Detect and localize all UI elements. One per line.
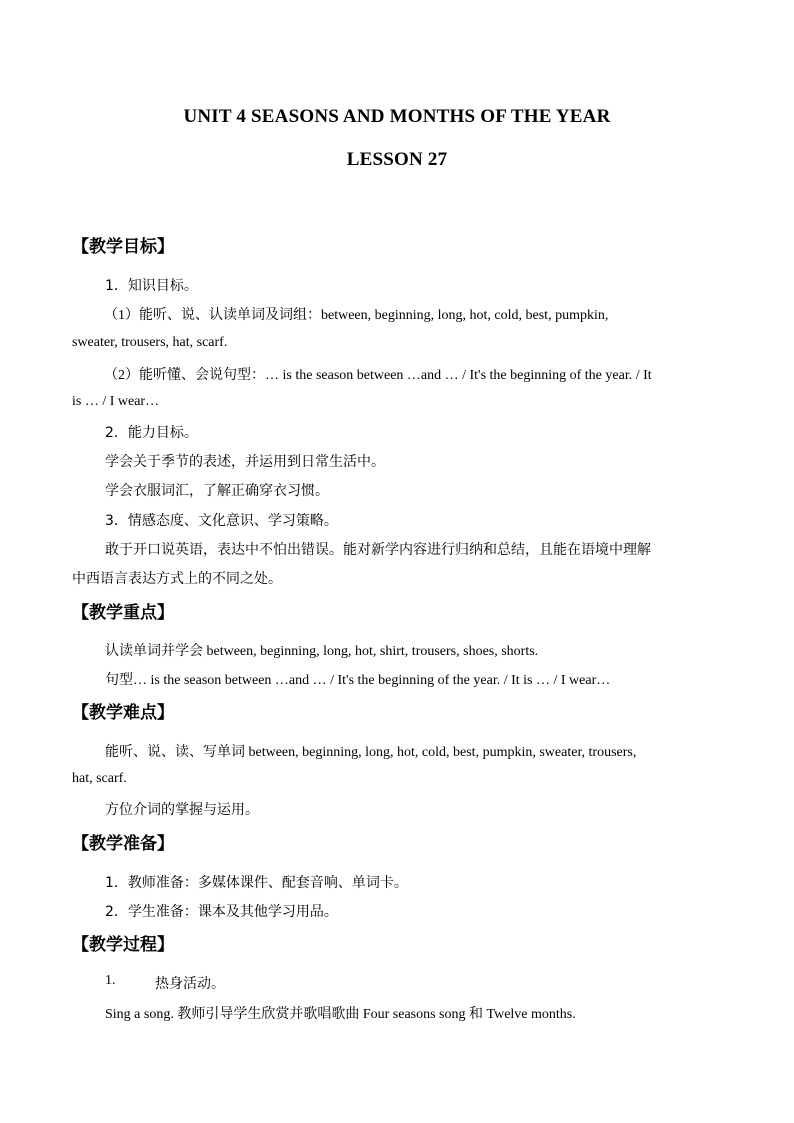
keypoints-sentences: 句型… is the season between …and … / It's the beginning of the year. / It is … / I wear… [105, 673, 611, 688]
preparation-student: 2．学生准备：课本及其他学习用品。 [105, 904, 338, 920]
difficulties-heading: 【教学难点】 [72, 703, 174, 723]
goals-emotion: 3．情感态度、文化意识、学习策略。 [105, 513, 338, 529]
goals-heading: 【教学目标】 [72, 237, 174, 257]
difficulties-words-cont: hat, scarf. [72, 771, 127, 786]
lesson-title: LESSON 27 [346, 149, 448, 170]
difficulties-prepositions: 方位介词的掌握与运用。 [105, 802, 259, 818]
difficulties-words: 能听、说、读、写单词 between, beginning, long, hot, cold, best, pumpkin, sweater, trousers, [105, 745, 637, 760]
goals-ability-1: 学会关于季节的表述，并运用到日常生活中。 [105, 454, 385, 470]
process-sing-song: Sing a song. 教师引导学生欣赏并歌唱歌曲 Four seasons song 和 Twelve months. [105, 1007, 576, 1022]
goals-words-cont: sweater, trousers, hat, scarf. [72, 335, 228, 350]
goals-ability-2: 学会衣服词汇，了解正确穿衣习惯。 [105, 483, 329, 499]
goals-emotion-2: 中西语言表达方式上的不同之处。 [72, 571, 282, 587]
goals-sentences: （2）能听懂、会说句型：… is the season between …and … / It's the beginning of the year. / It [104, 368, 652, 383]
preparation-teacher: 1．教师准备：多媒体课件、配套音响、单词卡。 [105, 875, 408, 891]
goals-words: （1）能听、说、认读单词及词组：between, beginning, long, hot, cold, best, pumpkin, [104, 308, 609, 323]
goals-emotion-1: 敢于开口说英语，表达中不怕出错误。能对新学内容进行归纳和总结，且能在语境中理解 [105, 542, 651, 558]
process-step-number: 1. [105, 973, 116, 988]
keypoints-words: 认读单词并学会 between, beginning, long, hot, shirt, trousers, shoes, shorts. [105, 644, 539, 659]
process-heading: 【教学过程】 [72, 935, 174, 955]
goals-sentences-cont: is … / I wear… [72, 394, 160, 409]
keypoints-heading: 【教学重点】 [72, 603, 174, 623]
goals-ability: 2．能力目标。 [105, 425, 198, 441]
process-warmup: 热身活动。 [155, 976, 225, 992]
goals-knowledge: 1．知识目标。 [105, 278, 198, 294]
unit-title: UNIT 4 SEASONS AND MONTHS OF THE YEAR [183, 106, 611, 127]
preparation-heading: 【教学准备】 [72, 834, 174, 854]
